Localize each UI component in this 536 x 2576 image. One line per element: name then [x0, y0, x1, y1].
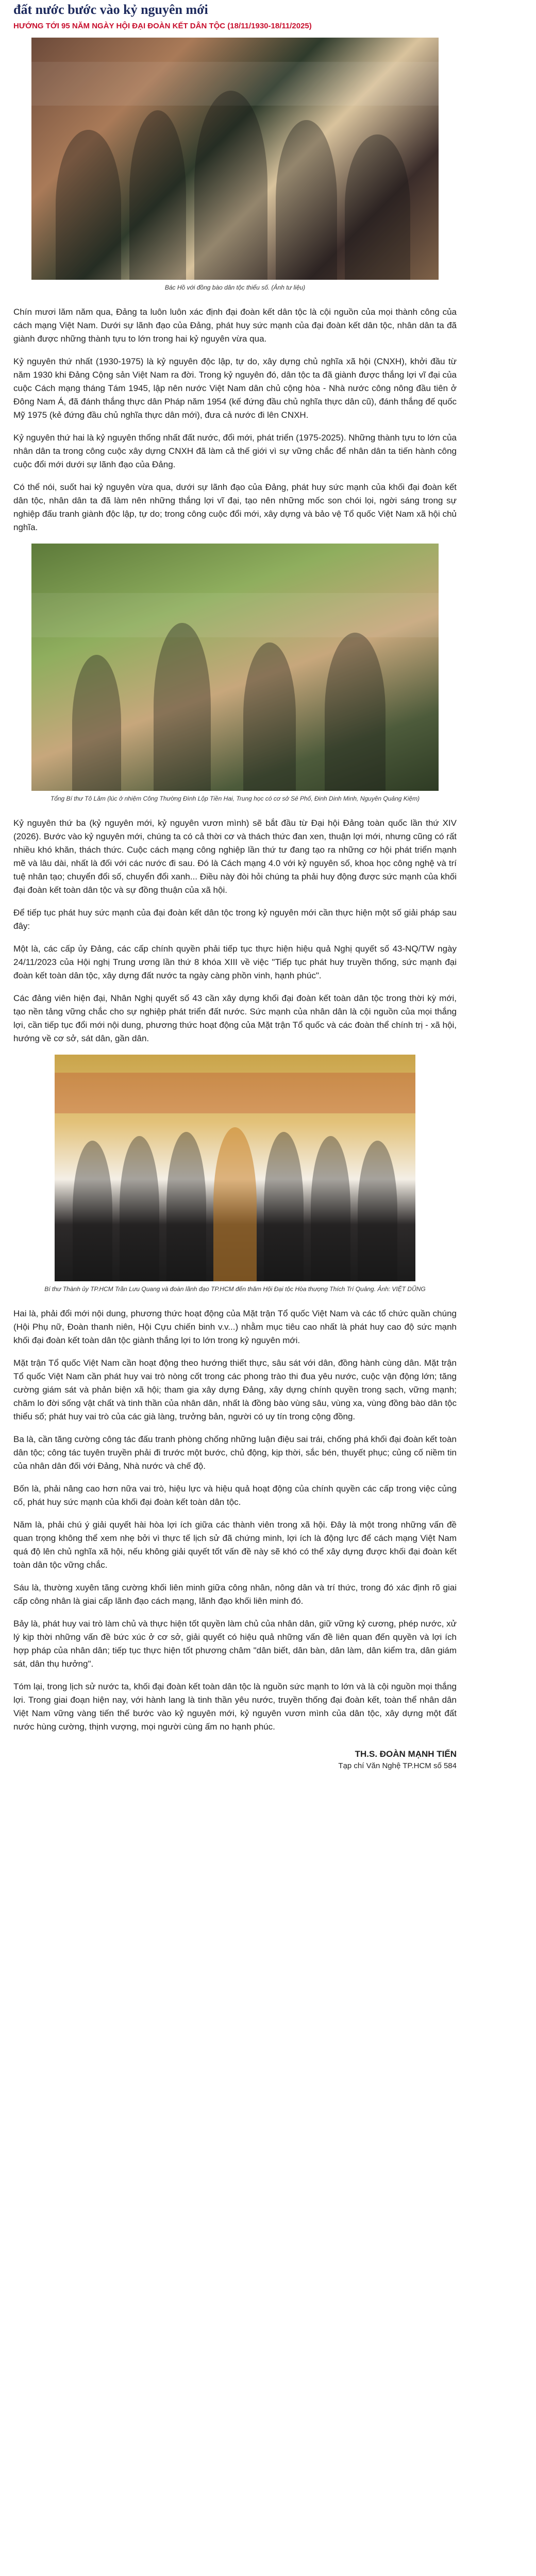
photo-delegation-visit: [55, 1055, 415, 1281]
paragraph: Có thể nói, suốt hai kỷ nguyên vừa qua, dưới sự lãnh đạo của Đảng, phát huy sức mạnh của khối đại đoàn kết dân tộc, nhân dân ta đã làm nên những thắng lợi vĩ đại, tạo nên những mốc son chói lọi, ngời sáng trong sự nghiệp đấu tranh giành độc lập, tự do; trong công cuộc đổi mới, xây dựng và bảo vệ Tổ quốc Việt Nam xã hội chủ nghĩa.: [13, 482, 457, 532]
paragraph: Sáu là, thường xuyên tăng cường khối liên minh giữa công nhân, nông dân và trí thức, trong đó xác định rõ giai cấp công nhân là giai cấp lãnh đạo cách mạng, lãnh đạo khối liên minh đó.: [13, 1583, 457, 1606]
figure-1: [13, 38, 457, 291]
photo-general-secretary-visit: [31, 544, 439, 791]
paragraph: Bốn là, phải nâng cao hơn nữa vai trò, hiệu lực và hiệu quả hoạt động của chính quyền các cấp trong việc củng cố, phát huy sức mạnh của khối đại đoàn kết toàn dân tộc.: [13, 1484, 457, 1507]
paragraph: Hai là, phải đổi mới nội dung, phương thức hoạt động của Mặt trận Tổ quốc Việt Nam và các tổ chức quần chúng (Hội Phụ nữ, Đoàn thanh niên, Hội Cựu chiến binh v.v...) nhằm mục tiêu cao nhất là phát huy cao độ sức mạnh khối đại đoàn kết toàn dân tộc giành thắng lợi to lớn trong kỷ nguyên mới.: [13, 1309, 457, 1345]
author-name: TH.S. ĐOÀN MẠNH TIẾN: [355, 1749, 457, 1759]
paragraph: Một là, các cấp ủy Đảng, các cấp chính quyền phải tiếp tục thực hiện hiệu quả Nghị quyết số 43-NQ/TW ngày 24/11/2023 của Hội nghị Trung ương lần thứ 8 khóa XIII về việc "Tiếp tục phát huy truyền thống, sức mạnh đại đoàn kết toàn dân tộc, xây dựng đất nước ta ngày càng phồn vinh, hạnh phúc".: [13, 944, 457, 980]
article-headline: đất nước bước vào kỷ nguyên mới: [13, 2, 208, 17]
paragraph: Tóm lại, trong lịch sử nước ta, khối đại đoàn kết toàn dân tộc là nguồn sức mạnh to lớn và là cội nguồn mọi thắng lợi. Trong giai đoạn hiện nay, với hành lang là tinh thần yêu nước, truyền thống đại đoàn kết, toàn thể nhân dân Việt Nam vững vàng tiến thế bước vào kỷ nguyên mới, kỷ nguyên vươn mình của dân tộc, xây dựng một đất nước hùng cường, thịnh vượng, mọi người cùng ấm no hạnh phúc.: [13, 1682, 457, 1732]
figure-3-caption: Bí thư Thành ủy TP.HCM Trần Lưu Quang và đoàn lãnh đạo TP.HCM đến thăm Hội Đại tộc Hòa thượng Thích Trí Quảng. Ảnh: VIỆT DŨNG: [44, 1285, 426, 1293]
paragraph: Mặt trận Tổ quốc Việt Nam cần hoạt động theo hướng thiết thực, sâu sát với dân, đồng hành cùng dân. Mặt trận Tổ quốc Việt Nam cần phát huy vai trò nòng cốt trong các phong trào thi đua yêu nước, cuộc vận động lớn; tăng cường giám sát và phản biện xã hội; tham gia xây dựng Đảng, xây dựng chính quyền trong sạch, vững mạnh; chăm lo đời sống vật chất và tinh thần của nhân dân, nhất là đồng bào vùng sâu, vùng xa, vùng đồng bào dân tộc thiểu số; phát huy vai trò của các già làng, trưởng bản, người có uy tín trong cộng đồng.: [13, 1358, 457, 1421]
article: [13, 0, 457, 1770]
paragraph: Các đảng viên hiện đại, Nhân Nghị quyết số 43 cần xây dựng khối đại đoàn kết toàn dân tộc trong thời kỳ mới, tạo nền tảng vững chắc cho sự nghiệp phát triển đất nước. Sức mạnh của nhân dân là cội nguồn của mọi thắng lợi, cần tiếp tục đổi mới nội dung, phương thức hoạt động của Mặt trận Tổ quốc và các đoàn thể chính trị - xã hội, hướng về cơ sở, sát dân, gần dân.: [13, 993, 457, 1043]
photo-uncle-ho-ethnic-minorities: [31, 38, 439, 280]
paragraph: Để tiếp tục phát huy sức mạnh của đại đoàn kết dân tộc trong kỷ nguyên mới cần thực hiện một số giải pháp sau đây:: [13, 908, 457, 931]
paragraph: Kỷ nguyên thứ nhất (1930-1975) là kỷ nguyên độc lập, tự do, xây dựng chủ nghĩa xã hội (CNXH), khởi đầu từ năm 1930 khi Đảng Cộng sản Việt Nam ra đời. Trong kỷ nguyên đó, dân tộc ta đã giành được thắng lợi vĩ đại của cuộc Cách mạng tháng Tám 1945, lập nên nước Việt Nam dân chủ cộng hòa - Nhà nước công nông đầu tiên ở Đông Nam Á, đã đánh thắng thực dân Pháp năm 1954 (kế đứng đầu chủ nghĩa thực dân cũ), đánh thắng đế quốc Mỹ 1975 (kẻ đứng đầu chủ nghĩa thực dân mới), đưa cả nước đi lên CNXH.: [13, 357, 457, 420]
paragraph: Chín mươi lăm năm qua, Đảng ta luôn luôn xác định đại đoàn kết dân tộc là cội nguồn của mọi thành công của cách mạng Việt Nam. Dưới sự lãnh đạo của Đảng, phát huy sức mạnh của đại đoàn kết dân tộc, nhân dân ta đã giành được những thành tựu to lớn trong hai kỷ nguyên vừa qua.: [13, 307, 457, 344]
paragraph: Ba là, cần tăng cường công tác đấu tranh phòng chống những luận điệu sai trái, chống phá khối đại đoàn kết toàn dân tộc; công tác tuyên truyền phải đi trước một bước, chủ động, kịp thời, sắc bén, thuyết phục; củng cố niềm tin của nhân dân đối với Đảng, Nhà nước và chế độ.: [13, 1434, 457, 1471]
figure-1-caption: Bác Hồ với đồng bào dân tộc thiểu số. (Ảnh tư liệu): [164, 284, 306, 291]
paragraph: Kỷ nguyên thứ ba (kỷ nguyên mới, kỷ nguyên vươn mình) sẽ bắt đầu từ Đại hội Đảng toàn quốc lần thứ XIV (2026). Bước vào kỷ nguyên mới, chúng ta có cả thời cơ và thách thức đan xen, thuận lợi mới, nhưng cũng có rất nhiều khó khăn, thách thức. Cuộc cách mạng công nghiệp lần thứ tư đang tạo ra những cơ hội phát triển mạnh mẽ và lâu dài, nhất là đối với các nước đi sau. Đó là Cách mạng 4.0 với kỷ nguyên số, khoa học công nghệ và trí tuệ nhân tạo; chuyển đổi số, chuyển đổi xanh... Điều này đòi hỏi chúng ta phải huy động được sức mạnh của khối đại đoàn kết toàn dân tộc và sự đồng thuận của xã hội.: [13, 818, 457, 895]
paragraph: Kỷ nguyên thứ hai là kỷ nguyên thống nhất đất nước, đổi mới, phát triển (1975-2025). Những thành tựu to lớn của nhân dân ta trong công cuộc xây dựng CNXH đã làm cả thế giới vì sự vững chắc để nhân dân ta tiến hành công cuộc đổi mới dưới sự lãnh đạo của Đảng.: [13, 433, 457, 469]
figure-2: [13, 544, 457, 802]
article-kicker: HƯỚNG TỚI 95 NĂM NGÀY HỘI ĐẠI ĐOÀN KẾT DÂN TỘC (18/11/1930-18/11/2025): [13, 22, 312, 30]
paragraph: Năm là, phải chú ý giải quyết hài hòa lợi ích giữa các thành viên trong xã hội. Đây là một trong những vấn đề quan trọng không thể xem nhẹ bởi vì thực tế lịch sử đã chứng minh, lợi ích là động lực để cách mạng Việt Nam quá độ lên chủ nghĩa xã hội, nếu không giải quyết tốt vấn đề này sẽ khó có thể xây dựng được khối đại đoàn kết toàn dân tộc vững chắc.: [13, 1520, 457, 1570]
author-role: Tạp chí Văn Nghệ TP.HCM số 584: [338, 1761, 457, 1770]
figure-3: [13, 1055, 457, 1293]
paragraph: Bảy là, phát huy vai trò làm chủ và thực hiện tốt quyền làm chủ của nhân dân, giữ vững kỷ cương, phép nước, xử lý kịp thời những vấn đề bức xúc ở cơ sở, giải quyết có hiệu quả những vấn đề liên quan đến quyền và lợi ích hợp pháp của nhân dân; tiếp tục thực hiện tốt phương châm "dân biết, dân bàn, dân làm, dân kiểm tra, dân giám sát, dân thụ hưởng".: [13, 1619, 457, 1669]
figure-2-caption: Tổng Bí thư Tô Lâm (lúc ở nhiệm Công Thường Đình Lộp Tiền Hai, Trung học có cơ sở Sẻ Phố, Đinh Dinh Minh, Nguyên Quảng Kiệm): [50, 795, 420, 802]
